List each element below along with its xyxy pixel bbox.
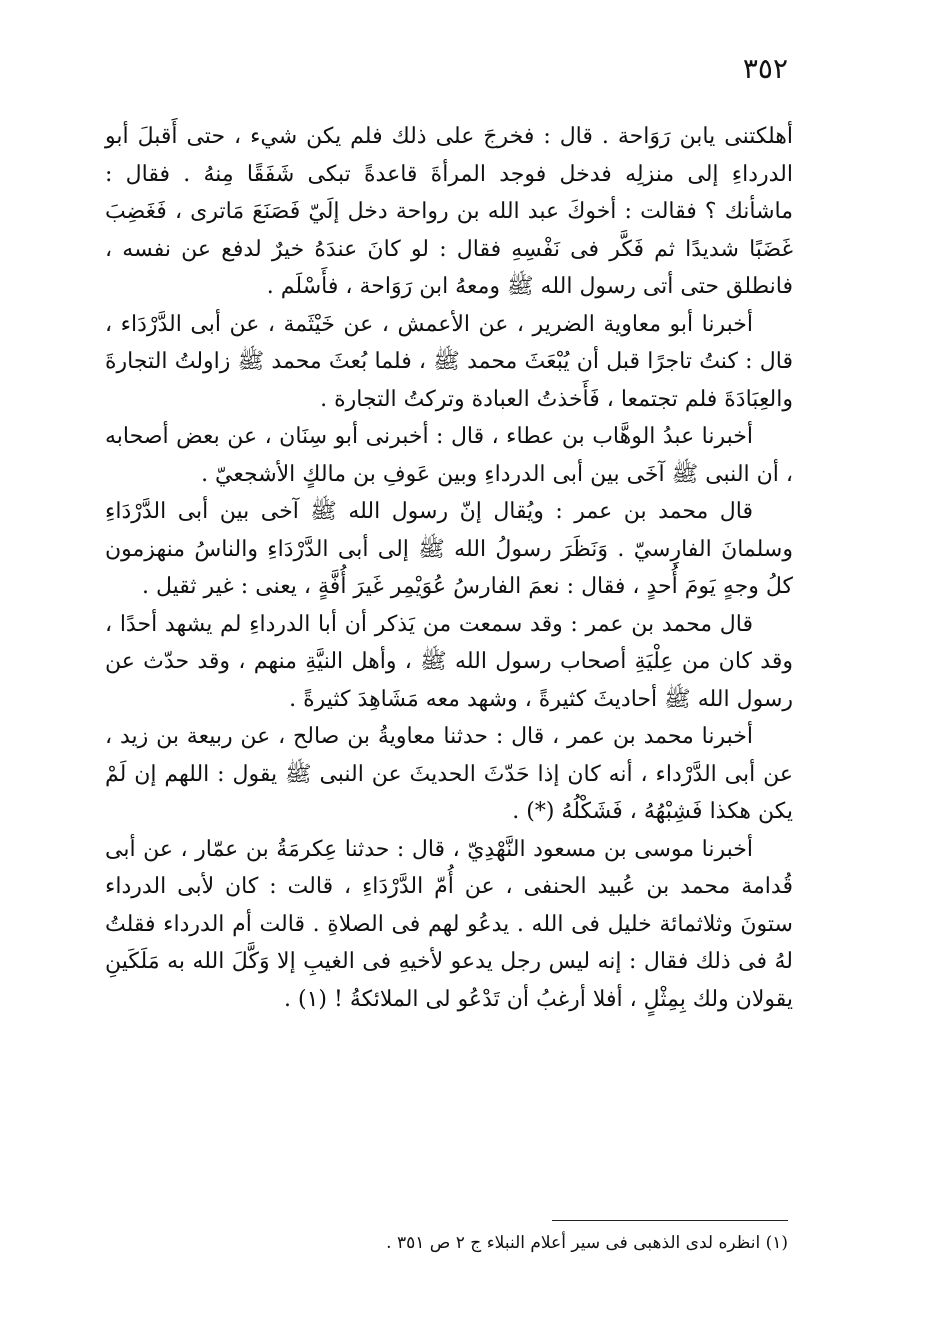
paragraph-6: أخبرنا محمد بن عمر ، قال : حدثنا معاويةُ بن صالح ، عن ربيعة بن زيد ، عن أبى الدَّرْداء ، أنه كان إذا حَدّثَ الحديثَ عن النبى ﷺ يقول : اللهم إن لَمْ يكن هكذا فَشِبْهُهُ ، فَشَكْلُهُ (*) . bbox=[105, 724, 793, 824]
paragraph-5: قال محمد بن عمر : وقد سمعت من يَذكر أن أبا الدرداءِ لم يشهد أحدًا ، وقد كان من عِلْيَةِ أصحاب رسول الله ﷺ ، وأهل النيَّةِ منهم ، وقد حدّث عن رسول الله ﷺ أحاديثَ كثيرةً ، وشهد معه مَشَاهِدَ كثيرةً . bbox=[105, 611, 793, 712]
page-number: ٣٥٢ bbox=[742, 52, 788, 85]
footnote-divider bbox=[552, 1220, 788, 1221]
paragraph-7: أخبرنا موسى بن مسعود النَّهْدِيّ ، قال : حدثنا عِكرمَةُ بن عمّار ، عن أبى قُدامة محمد بن عُبيد الحنفى ، عن أُمّ الدَّرْدَاءِ ، قالت : كان لأبى الدرداء ستونَ وثلاثمائة خليل فى الله . يدعُو لهم فى الصلاةِ . قالت أم الدرداء فقلتُ لهُ فى ذلك فقال : إنه ليس رجل يدعو لأخيهِ فى الغيبِ إلا وَكَّلَ الله به مَلَكَينِ يقولان ولك بِمِثْلٍ ، أفلا أرغبُ أن تَدْعُو لى الملائكةُ ! (١) . bbox=[105, 836, 793, 1012]
footnote: (١) انظره لدى الذهبى فى سير أعلام النبلاء ج ٢ ص ٣٥١ . bbox=[386, 1233, 788, 1253]
paragraph-4: قال محمد بن عمر : ويُقال إنّ رسول الله ﷺ آخى بين أبى الدَّرْدَاءِ وسلمانَ الفارِسيّ . وَنَظَرَ رسولُ الله ﷺ إلى أبى الدَّرْدَاءِ والناسُ منهزمون كلُ وجهٍ يَومَ أُحدٍ ، فقال : نعمَ الفارسُ عُوَيْمِر غَيرَ أُفَّةٍ ، يعنى : غير ثقيل . bbox=[105, 499, 793, 599]
paragraph-1: أهلكتنى يابن رَوَاحة . قال : فخرجَ على ذلك فلم يكن شيء ، حتى أَقبلَ أبو الدرداءِ إلى منزلِه فدخل فوجد المرأةَ قاعدةً تبكى شَفَقًا مِنهُ . فقال : ماشأنك ؟ فقالت : أخوكَ عبد الله بن رواحة دخل إلَيّ فَصَنَعَ مَاترى ، فَغَضِبَ غَضَبًا شديدًا ثم فَكَّر فى نَفْسِهِ فقال : لو كانَ عندَهُ خيرٌ لدفع عن نفسه ، فانطلق حتى أتى رسول الله ﷺ ومعهُ ابن رَوَاحة ، فأَسْلَم . bbox=[105, 124, 793, 299]
paragraph-2: أخبرنا أبو معاوية الضرير ، عن الأعمش ، عن خَيْثَمة ، عن أبى الدَّرْدَاء ، قال : كنتُ تاجرًا قبل أن يُبْعَثَ محمد ﷺ ، فلما بُعثَ محمد ﷺ زاولتُ التجارةَ والعِبَادَةَ فلم تجتمعا ، فَأَخذتُ العبادة وتركتُ التجارة . bbox=[105, 311, 793, 412]
body-text bbox=[105, 118, 793, 1018]
paragraph-3: أخبرنا عبدُ الوهَّاب بن عطاء ، قال : أخبرنى أبو سِنَان ، عن بعض أصحابه ، أن النبى ﷺ آخَى بين أبى الدرداءِ وبين عَوفِ بن مالكٍ الأشجعيّ . bbox=[105, 424, 793, 487]
